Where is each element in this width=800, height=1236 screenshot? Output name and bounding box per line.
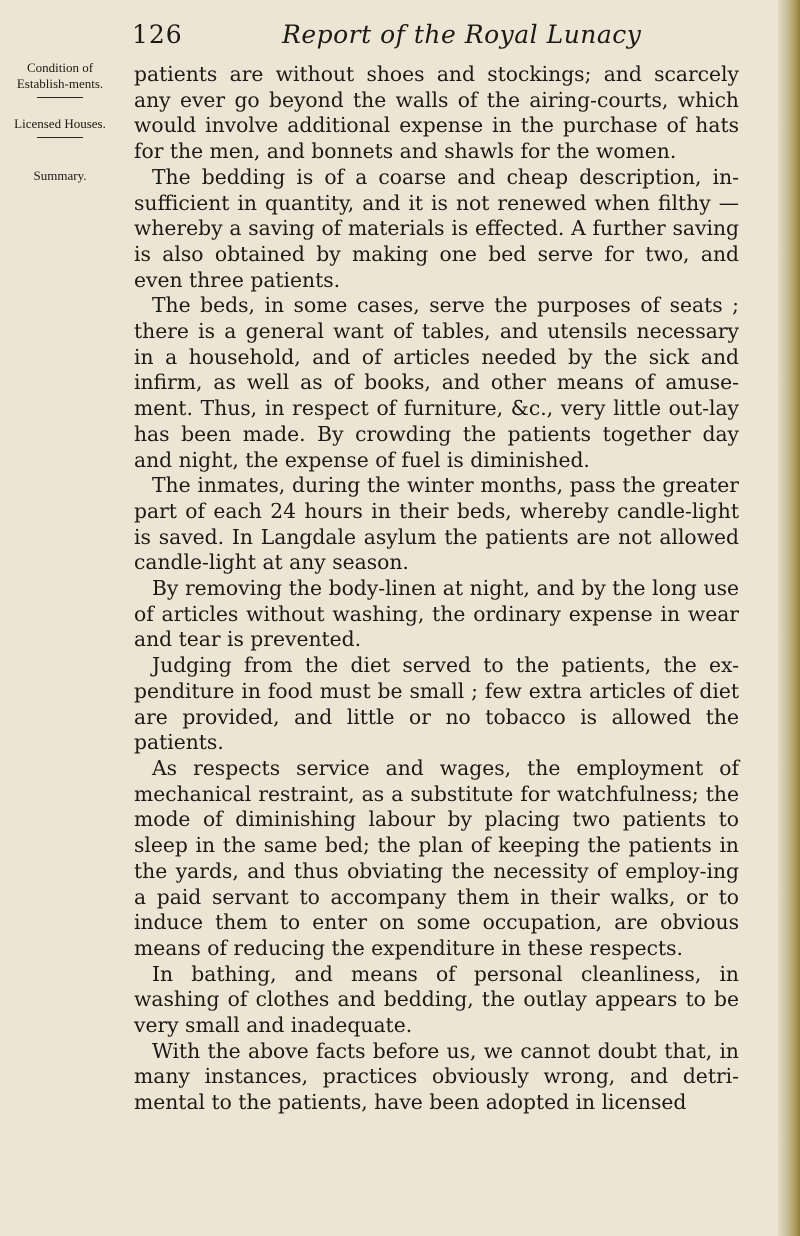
paragraph: By removing the body-linen at night, and by the long use of articles without washing, the ordinary expense in wear and tear is prevented. bbox=[134, 576, 739, 652]
paragraph: With the above facts before us, we cannot doubt that, in many instances, practices obviously wrong, and detri-mental to the patients, have been adopted in licensed bbox=[134, 1038, 739, 1115]
paragraph: As respects service and wages, the employment of mechanical restraint, as a substitute for watchfulness; the mode of diminishing labour by placing two patients to sleep in the same bed; the plan of keeping the patients in the yards, and thus obviating the necessity of employ-ing a paid servant to accompany them in their walks, or to induce them to enter on some occupation, are obvious means of reducing the expenditure in these respects. bbox=[134, 755, 739, 960]
body-text bbox=[134, 62, 739, 1116]
paragraph: The inmates, during the winter months, pass the greater part of each 24 hours in their beds, whereby candle-light is saved. In Langdale asylum the patients are not allowed candle-light at any season. bbox=[134, 473, 739, 575]
running-title: Report of the Royal Lunacy bbox=[282, 20, 642, 49]
paragraph: In bathing, and means of personal cleanliness, in washing of clothes and bedding, the outlay appears to be very small and inadequate. bbox=[134, 961, 739, 1038]
page-number: 126 bbox=[132, 20, 183, 49]
margin-note-divider bbox=[37, 137, 83, 138]
margin-note-summary bbox=[10, 168, 110, 184]
paragraph: The beds, in some cases, serve the purposes of seats ; there is a general want of tables, and utensils necessary in a household, and of articles needed by the sick and infirm, as well as of books, and other means of amuse-ment. Thus, in respect of furniture, &c., very little out-lay has been made. By crowding the patients together day and night, the expense of fuel is diminished. bbox=[134, 293, 739, 472]
page-header bbox=[0, 18, 800, 58]
margin-note-condition bbox=[10, 60, 110, 98]
paragraph: Judging from the diet served to the patients, the ex-penditure in food must be small ; few extra articles of diet are provided, and little or no tobacco is allowed the patients. bbox=[134, 653, 739, 755]
margin-note-divider bbox=[37, 97, 83, 98]
margin-note-text: Condition of Establish-ments. bbox=[16, 60, 104, 91]
page-edge bbox=[778, 0, 800, 1236]
margin-note-text: Licensed Houses. bbox=[14, 116, 106, 131]
margin-note-text: Summary. bbox=[33, 168, 87, 183]
paragraph: The bedding is of a coarse and cheap description, in-sufficient in quantity, and it is not renewed when filthy —whereby a saving of materials is effected. A further saving is also obtained by making one bed serve for two, and even three patients. bbox=[134, 164, 739, 292]
margin-note-licensed-houses bbox=[10, 116, 110, 138]
paragraph: patients are without shoes and stockings; and scarcely any ever go beyond the walls of the airing-courts, which would involve additional expense in the purchase of hats for the men, and bonnets and shawls for the women. bbox=[134, 62, 739, 164]
